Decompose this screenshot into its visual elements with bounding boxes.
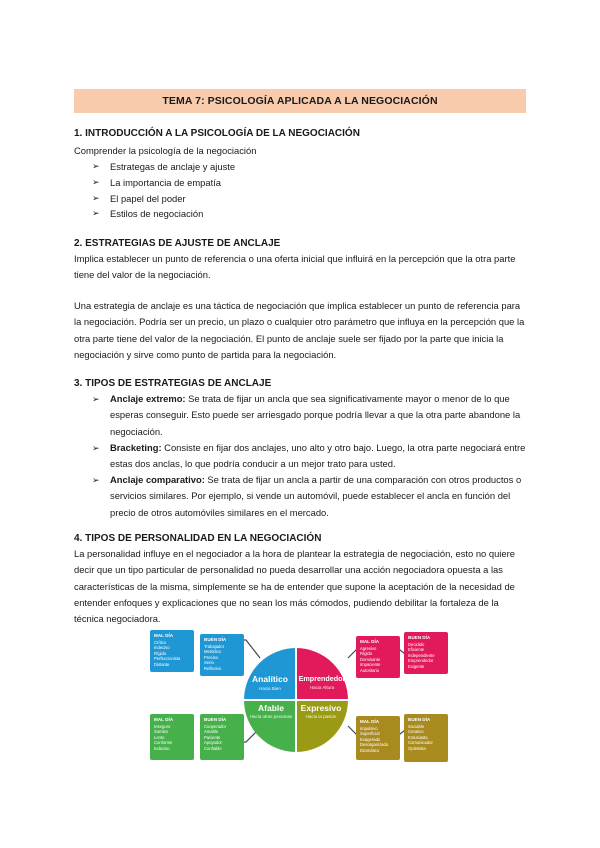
quadrant-sub: Hacia Altura (309, 685, 335, 690)
quadrant-label: Expresivo (300, 703, 342, 713)
arrow-bullet-icon: ➢ (92, 443, 100, 453)
analitico-mal-dia-box: MAL DÍA Crítico Indeciso Rígido Perfeccionista Distante (150, 630, 194, 672)
section-2-paragraph-1: Implica establecer un punto de referencia o una oferta inicial que influirá en la percepción que la otra parte tiene del valor de la negociación. (74, 253, 516, 281)
expresivo-buen-dia-box: BUEN DÍA Sociable Creativo Entusiasta Comunicador Optimista (404, 714, 448, 762)
arrow-bullet-icon: ➢ (92, 394, 100, 404)
list-item: ➢ Anclaje comparativo: Se trata de fijar un ancla a partir de una comparación con otros productos o servicios similares. Por ejemplo, si vende un automóvil, puede establecer el ancla en función del precio de otros automóviles similares en el mercado. (92, 474, 522, 518)
quadrant-label: Afable (258, 703, 284, 713)
document-title: TEMA 7: PSICOLOGÍA APLICADA A LA NEGOCIACIÓN (74, 89, 526, 113)
arrow-bullet-icon: ➢ (92, 193, 100, 203)
analitico-buen-dia-box: BUEN DÍA Trabajador Metódico Preciso Serio Reflexivo (200, 634, 244, 676)
arrow-bullet-icon: ➢ (92, 208, 100, 218)
section-2-paragraph-2: Una estrategia de anclaje es una táctica de negociación que implica establecer un punto de referencia para la negociación. Podría ser un precio, un plazo o cualquier otro parámetro que influya en la percepción que la otra parte tiene del valor de la negociación. El punto de anclaje suele ser fijado por la parte que inicia la negociación y sirve como punto de partida para la negociación. (74, 300, 525, 360)
personality-diagram (150, 630, 472, 770)
afable-buen-dia-box: BUEN DÍA Cooperador Amable Paciente Apoyador Confiable (200, 714, 244, 760)
arrow-bullet-icon: ➢ (92, 161, 100, 171)
section-4-paragraph: La personalidad influye en el negociador a la hora de plantear la estrategia de negociación, esto no quiere decir que un tipo particular de personalidad no pueda desarrollar una acción negociadora opuesta a las características de la misma, simplemente se ha de entender que supone la aceptación de la necesidad de entender enfoques y explicaciones que no sean los más cómodos, pudiendo debilitar la fortaleza de la técnica negociadora. (74, 548, 515, 625)
arrow-bullet-icon: ➢ (92, 475, 100, 485)
list-item: ➢ La importancia de empatía (92, 177, 222, 188)
list-item: ➢ Estilos de negociación (92, 208, 204, 219)
expresivo-mal-dia-box: MAL DÍA Impulsivo Superficial Exagerado Desorganizado Dramático (356, 716, 400, 760)
list-item: ➢ Anclaje extremo: Se trata de fijar un ancla que sea significativamente mayor o menor de lo que esperas conseguir. Esto puede ser arriesgado porque podría llevar a que la otra parte abandone la negociación. (92, 393, 521, 437)
section-1-heading: 1. INTRODUCCIÓN A LA PSICOLOGÍA DE LA NEGOCIACIÓN (74, 128, 360, 139)
quadrant-label: Analítico (252, 674, 288, 684)
quadrant-sub: Hacia otras personas (249, 714, 293, 719)
section-4-heading: 4. TIPOS DE PERSONALIDAD EN LA NEGOCIACIÓN (74, 533, 322, 544)
quadrant-label: Emprendedor (298, 674, 346, 683)
list-item: ➢ El papel del poder (92, 193, 186, 204)
emprendedor-buen-dia-box: BUEN DÍA Decidido Eficiente Independiente Emprendedor Exigente (404, 632, 448, 674)
list-item: ➢ Estrategas de anclaje y ajuste (92, 161, 236, 172)
list-item: ➢ Bracketing: Consiste en fijar dos anclajes, uno alto y otro bajo. Luego, la otra parte negociará entre estas dos anclas, lo que podría conducir a un mejor trato para usted. (92, 442, 526, 470)
section-1-intro: Comprender la psicología de la negociación (74, 145, 257, 156)
section-2-heading: 2. ESTRATEGIAS DE AJUSTE DE ANCLAJE (74, 238, 281, 249)
quadrant-sub: Hacia la pasión (305, 714, 337, 719)
afable-mal-dia-box: MAL DÍA Inseguro Sumiso Lento Conforme Indeciso (150, 714, 194, 760)
section-3-heading: 3. TIPOS DE ESTRATEGIAS DE ANCLAJE (74, 378, 272, 389)
quadrant-sub: Hacia Bien (259, 686, 281, 691)
emprendedor-mal-dia-box: MAL DÍA Agresivo Rígido Dominante Impaciente Autoritario (356, 636, 400, 678)
arrow-bullet-icon: ➢ (92, 177, 100, 187)
